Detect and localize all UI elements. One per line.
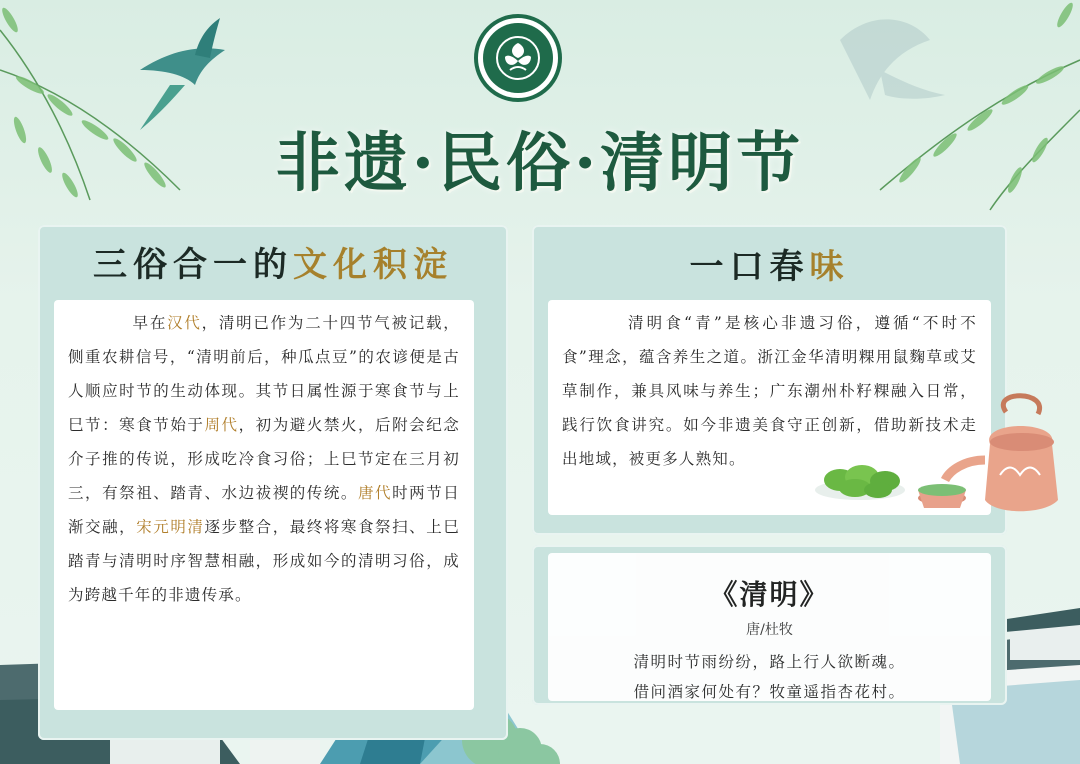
institute-logo	[474, 14, 562, 102]
paragraph-segment: 早在	[132, 314, 168, 332]
dynasty-highlight: 唐代	[358, 484, 393, 502]
paragraph-segment: ，初为避火禁火，后附会纪念介子推的传说，形成吃冷食习俗；上巳节定在三月初三，有祭祖、踏青、水边祓禊的传统。	[68, 416, 460, 502]
culture-card	[54, 300, 474, 710]
logo-emblem-icon	[495, 35, 541, 81]
kite-icon	[840, 19, 945, 100]
teapot-decoration	[800, 380, 1080, 540]
food-heading	[532, 239, 1007, 288]
culture-heading-part2: 文化积淀	[293, 245, 453, 285]
paragraph-segment: ，清明已作为二十四节气被记载，侧重农耕信号，“清明前后，种瓜点豆”的农谚便是古人顺应时节的生动体现。其节日属性源于寒食节与上巳节：寒食节始于	[68, 314, 460, 434]
page-title: 非遗·民俗·清明节	[275, 126, 805, 201]
food-heading-part2: 味	[809, 247, 850, 287]
paragraph-segment: 逐步整合，最终将寒食祭扫、上巳踏青与清明时序智慧相融，形成如今的清明习俗，成为跨越千年的非遗传承。	[68, 518, 460, 604]
food-heading-part1: 一口春	[689, 247, 810, 287]
poem-title: 《清明》	[709, 578, 830, 611]
poem-line-2: 借问酒家何处有？牧童遥指杏花村。	[633, 683, 906, 701]
culture-panel	[38, 225, 508, 740]
teacup-icon	[918, 484, 966, 508]
dynasty-highlight: 宋元明清	[136, 518, 205, 536]
culture-text	[68, 306, 460, 612]
poem-line-1: 清明时节雨纷纷，路上行人欲断魂。	[633, 653, 906, 671]
culture-heading	[38, 237, 508, 286]
food-paragraph: 清明食“青”是核心非遗习俗，遵循“不时不食”理念，蕴含养生之道。浙江金华清明粿用鼠麴草或艾草制作，兼具风味与养生；广东潮州朴籽粿融入日常，践行饮食讲究。如今非遗美食守正创新，借助新技术走出地域，被更多人熟知。	[562, 314, 977, 468]
dynasty-highlight: 汉代	[167, 314, 202, 332]
poem-panel	[532, 545, 1007, 705]
dynasty-highlight: 周代	[204, 416, 239, 434]
poem-author: 唐/杜牧	[746, 622, 793, 638]
paragraph-segment: 时两节日渐交融，	[68, 484, 460, 536]
culture-heading-part1: 三俗合一的	[93, 245, 293, 285]
poem-card	[548, 553, 991, 701]
